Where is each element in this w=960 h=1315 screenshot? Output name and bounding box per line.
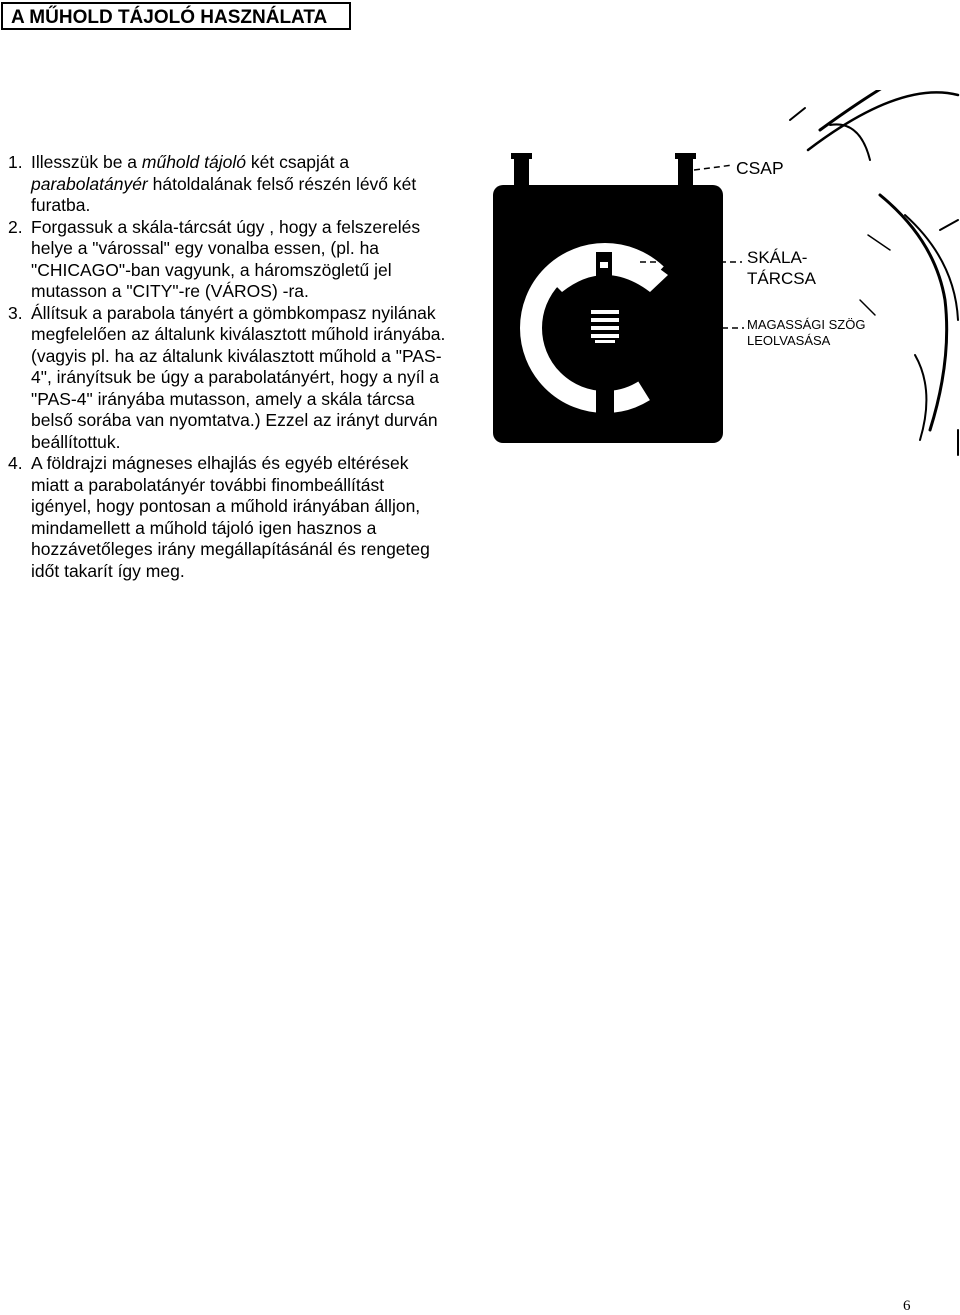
step-number: 1. — [8, 152, 23, 172]
step-text: Forgassuk a skála-tárcsát úgy , hogy a felszerelés helye a "várossal" egy vonalba essen, (pl. ha "CHICAGO"-ban vagyunk, a háromszögletű jel mutasson a "CITY"-re (VÁROS) -ra. — [31, 216, 421, 301]
instruction-list — [8, 152, 448, 582]
step-4 — [8, 453, 448, 582]
callout-peg: CSAP — [736, 158, 784, 178]
callout-elevation-line2: LEOLVASÁSA — [747, 333, 831, 348]
step-1 — [8, 152, 448, 217]
callout-scale-line2: TÁRCSA — [747, 269, 816, 288]
step-text-italic: parabolatányér — [31, 173, 148, 194]
step-3 — [8, 303, 448, 454]
step-2 — [8, 217, 448, 303]
satellite-compass-illustration — [480, 90, 960, 470]
step-text-italic: műhold tájoló — [141, 152, 246, 172]
callout-elevation-line1: MAGASSÁGI SZÖG — [747, 317, 866, 332]
page-title: A MŰHOLD TÁJOLÓ HASZNÁLATA — [11, 7, 328, 28]
callout-elevation — [747, 317, 865, 349]
step-text: Állítsuk a parabola tányért a gömbkompasz nyilának megfelelően az általunk kiválasztott műhold irányába. (vagyis pl. ha az általunk kiválasztott műhold a "PAS-4", irányítsuk be úgy a parabolatányért, hogy a nyíl a "PAS-4" irányába mutasson, amely a skála tárcsa belső sorába van nyomtatva.) Ezzel az irányt durván beállítottuk. — [31, 302, 446, 452]
step-text-part: Illesszük be a — [31, 152, 142, 172]
step-text: A földrajzi mágneses elhajlás és egyéb eltérések miatt a parabolatányér további finombeállítást igényel, hogy pontosan a műhold irányában álljon, mindamellett a műhold tájoló igen hasznos a hozzávetőleges irány megállapításánál és rengeteg időt takarít így meg. — [31, 453, 430, 581]
page-number: 6 — [903, 1298, 911, 1314]
step-number: 2. — [8, 216, 23, 237]
step-text-part: hátoldalának felső részén lévő két furatba. — [31, 173, 417, 215]
callout-scale-line1: SKÁLA- — [747, 248, 808, 267]
step-text — [31, 152, 416, 215]
step-text-part: két csapját a — [246, 152, 350, 172]
title-box — [1, 2, 351, 30]
step-number: 4. — [8, 453, 23, 473]
callout-scale-dial — [747, 247, 816, 289]
step-number: 3. — [8, 302, 23, 323]
